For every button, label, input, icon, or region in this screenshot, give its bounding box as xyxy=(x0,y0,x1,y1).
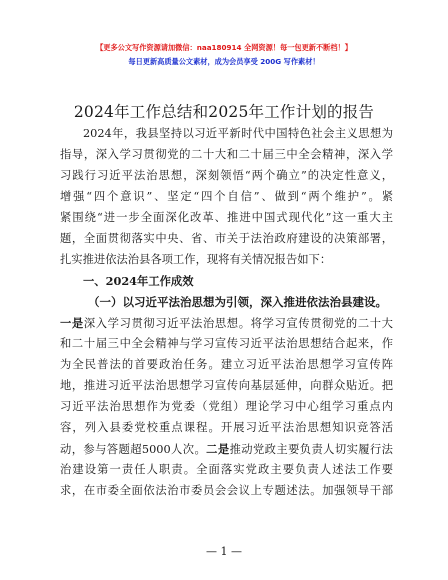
paragraph-2-text: 深入学习贯彻习近平法治思想。将学习宣传贯彻党的二十大 xyxy=(83,317,393,330)
paragraph-2-line: 地，推进习近平法治思想学习宣传向基层延伸，向群众贴近。把 xyxy=(60,379,393,392)
promo-banner-line-1: 【更多公文写作资源请加微信：naa180914 全网资源！每一包更新不断档！】 xyxy=(96,43,352,52)
section-heading-2: （一）以习近平法治思想为引领，深入推进依法治县建设。 xyxy=(88,295,387,309)
ordinal-marker: 二是 xyxy=(206,442,230,456)
paragraph-1-line: 题，全面贯彻落实中央、省、市关于法治政府建设的决策部署， xyxy=(60,232,393,245)
paragraph-1-line: 指导，深入学习贯彻党的二十大和二十届三中全会精神，深入学 xyxy=(60,148,393,161)
paragraph-2-line: 治建设第一责任人职责。全面落实党政主要负责人述法工作要 xyxy=(60,463,393,476)
paragraph-2-text: 动，参与答题超5000人次。 xyxy=(60,443,207,456)
paragraph-2-line: 为全民普法的首要政治任务。建立习近平法治思想学习宣传阵 xyxy=(60,358,393,371)
ordinal-marker: 一是 xyxy=(60,316,84,330)
paragraph-1-line: 紧围绕“进一步全面深化改革、推进中国式现代化”这一重大主 xyxy=(60,211,393,224)
document-title: 2024年工作总结和2025年工作计划的报告 xyxy=(73,103,375,121)
paragraph-1-line: 2024年，我县坚持以习近平新时代中国特色社会主义思想为 xyxy=(83,127,393,140)
paragraph-1-line: 扎实推进依法治县各项工作，现将有关情况报告如下： xyxy=(60,253,332,266)
paragraph-2-line: 求，在市委全面依法治市委员会会议上专题述法。加强领导干部 xyxy=(60,484,393,497)
paragraph-1-line: 习践行习近平法治思想，深刻领悟“两个确立”的决定性意义， xyxy=(60,169,393,182)
paragraph-2-line xyxy=(60,442,393,457)
paragraph-2-line: 和二十届三中全会精神与学习宣传习近平法治思想结合起来，作 xyxy=(60,337,393,350)
paragraph-1-line: 增强“四个意识”、坚定“四个自信”、做到“两个维护”。紧 xyxy=(60,190,393,203)
paragraph-2-line xyxy=(60,316,393,331)
paragraph-2-line: 容，列入县委党校重点课程。开展习近平法治思想知识竞答活 xyxy=(60,421,393,434)
page-number: — 1 — xyxy=(206,545,242,558)
paragraph-2-line: 习近平法治思想作为党委（党组）理论学习中心组学习重点内 xyxy=(60,400,393,413)
promo-banner-line-2: 每日更新高质量公文素材，成为会员享受 200G 写作素材！ xyxy=(128,57,320,66)
section-heading-1: 一、2024年工作成效 xyxy=(83,274,194,288)
paragraph-2-text: 推动党政主要负责人切实履行法 xyxy=(229,443,393,456)
